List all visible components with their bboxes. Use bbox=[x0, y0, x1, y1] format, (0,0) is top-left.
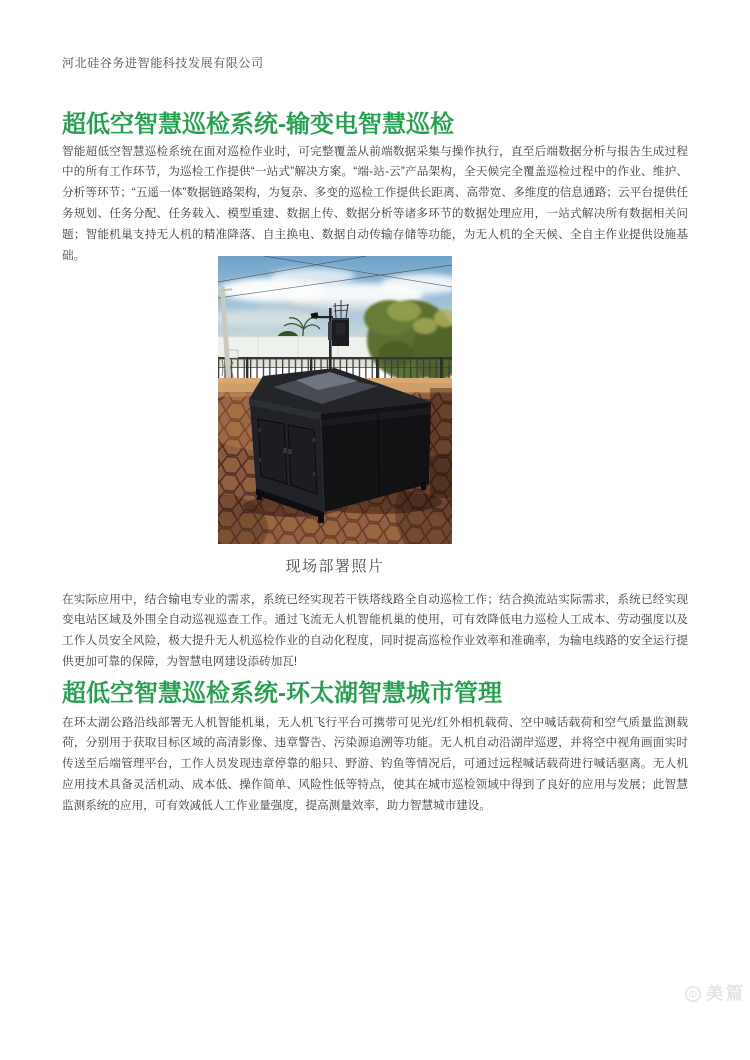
paragraph-system-intro: 智能超低空智慧巡检系统在面对巡检作业时，可完整覆盖从前端数据采集与操作执行，直至后端数据分析与报告生成过程中的所有工作环节，为巡检工作提供“一站式”解决方案。“端-站-云”产品架构，全天候完全覆盖巡检过程中的作业、维护、分析等环节；“五遥一体”数据链路架构，为复杂、多变的巡检工作提供长距离、高带宽、多维度的信息通路；云平台提供任务规划、任务分配、任务载入、模型重建、数据上传、数据分析等诸多环节的数据处理应用，一站式解决所有数据相关问题；智能机巢支持无人机的精准降落、自主换电、数据自动传输存储等功能，为无人机的全天候、全自主作业提供设施基础。 bbox=[62, 144, 688, 262]
heading-city-management: 超低空智慧巡检系统-环太湖智慧城市管理 bbox=[62, 680, 502, 708]
meipian-logo-icon bbox=[684, 985, 702, 1003]
deployment-photo-illustration bbox=[218, 256, 452, 544]
deployment-photo bbox=[218, 256, 452, 544]
paragraph-power-application: 在实际应用中，结合输电专业的需求，系统已经实现若干铁塔线路全自动巡检工作；结合换流站实际需求，系统已经实现变电站区域及外围全自动巡视巡查工作。通过飞流无人机智能机巢的使用，可有效降低电力巡检人工成本、劳动强度以及工作人员安全风险，极大提升无人机巡检作业的自动化程度，同时提高巡检作业效率和准确率，为输电线路的安全运行提供更加可靠的保障，为智慧电网建设添砖加瓦! bbox=[62, 592, 688, 668]
meipian-watermark bbox=[684, 984, 746, 1004]
watermark-brand-label: 美篇 bbox=[706, 984, 746, 1003]
company-name: 河北硅谷务进智能科技发展有限公司 bbox=[62, 56, 264, 70]
heading-power-inspection: 超低空智慧巡检系统-输变电智慧巡检 bbox=[62, 111, 454, 139]
paragraph-city-management: 在环太湖公路沿线部署无人机智能机巢，无人机飞行平台可携带可见光/红外相机载荷、空中喊话载荷和空气质量监测载荷，分别用于获取目标区域的高清影像、违章警告、污染源追溯等功能。无人机自动沿湖岸巡逻，并将空中视角画面实时传送至后端管理平台，工作人员发现违章停靠的船只、野游、钓鱼等情况后，可通过远程喊话载荷进行喊话驱离。无人机应用技术具备灵活机动、成本低、操作简单、风险性低等特点，使其在城市巡检领域中得到了良好的应用与发展；此智慧监测系统的应用，可有效减低人工作业量强度，提高测量效率，助力智慧城市建设。 bbox=[62, 715, 688, 812]
photo-caption: 现场部署照片 bbox=[285, 559, 385, 575]
